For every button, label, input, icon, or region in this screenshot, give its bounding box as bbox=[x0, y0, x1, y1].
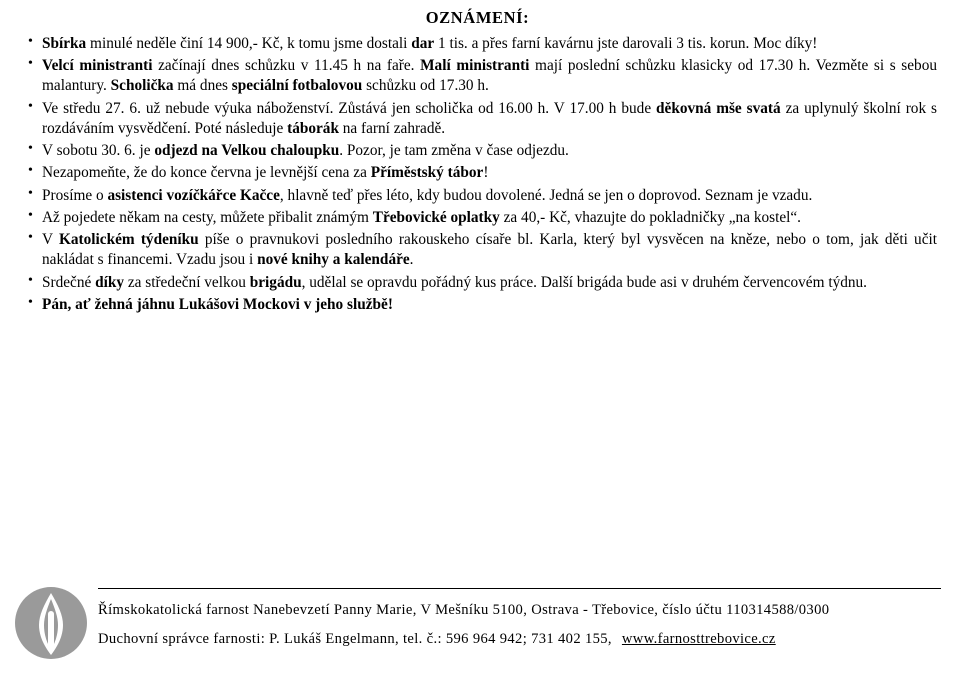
emphasis-text: Pán, ať žehná jáhnu Lukášovi Mockovi v jeho službě! bbox=[42, 296, 393, 313]
emphasis-text: Scholička bbox=[110, 77, 174, 95]
emphasis-text: Katolickém týdeníku bbox=[59, 231, 199, 249]
emphasis-text: speciální fotbalovou bbox=[231, 77, 363, 95]
body-text: Ve středu 27. 6. už nebude výuka náboženství. Zůstává jen scholička od 16.00 h. V 17.00 h bude bbox=[42, 99, 657, 117]
emphasis-text: Malí ministranti bbox=[420, 57, 530, 75]
body-text: Až pojedete někam na cesty, můžete přibalit známým bbox=[42, 209, 373, 226]
document-footer bbox=[0, 571, 955, 667]
body-text: V bbox=[42, 231, 59, 249]
list-item bbox=[28, 295, 937, 315]
body-text: začínají dnes schůzku v 11.45 h na faře. bbox=[152, 57, 421, 75]
emphasis-text: brigádu bbox=[249, 273, 302, 291]
list-item bbox=[28, 56, 937, 96]
body-text: za středeční velkou bbox=[124, 273, 250, 291]
parish-website-link[interactable]: www.farnosttrebovice.cz bbox=[621, 630, 776, 647]
list-item bbox=[28, 230, 937, 270]
emphasis-text: Sbírka bbox=[42, 35, 87, 52]
body-text: . bbox=[409, 251, 414, 269]
body-text: , hlavně teď přes léto, kdy budou dovolené. Jedná se jen o doprovod. Seznam je vzadu. bbox=[279, 186, 813, 204]
emphasis-text: díky bbox=[95, 273, 125, 291]
footer-text bbox=[98, 596, 945, 653]
footer-line-contact bbox=[98, 625, 945, 653]
body-text: minulé neděle činí 14 900,- Kč, k tomu jsme dostali bbox=[86, 35, 412, 52]
parish-logo-icon bbox=[14, 585, 88, 661]
footer-contact-text: Duchovní správce farnosti: P. Lukáš Engelmann, tel. č.: 596 964 942; 731 402 155, bbox=[98, 630, 612, 647]
list-item bbox=[28, 273, 937, 293]
body-text: za 40,- Kč, vhazujte do pokladničky „na kostel“. bbox=[499, 209, 801, 226]
list-item bbox=[28, 208, 937, 228]
emphasis-text: Velcí ministranti bbox=[42, 57, 153, 75]
body-text: Prosíme o bbox=[42, 186, 108, 204]
body-text: má dnes bbox=[173, 77, 232, 95]
emphasis-text: děkovná mše svatá bbox=[656, 99, 781, 117]
body-text: schůzku od 17.30 h. bbox=[362, 77, 489, 95]
emphasis-text: táborák bbox=[287, 119, 339, 137]
emphasis-text: dar bbox=[411, 35, 435, 52]
body-text: píše o pravnukovi posledního rakouskeho císaře bl. Karla, který byl vysvěcen na kněze, nebo o tom, jak děti učit nakládat s financemi. Vzadu jsou i bbox=[42, 231, 937, 269]
body-text: mají poslední schůzku klasicky od 17.30 h. Vezměte si s sebou malantury. bbox=[42, 57, 937, 95]
emphasis-text: asistenci vozíčkářce Kačce bbox=[107, 186, 280, 204]
body-text: V sobotu 30. 6. je bbox=[42, 141, 155, 159]
list-item bbox=[28, 163, 937, 183]
body-text: na farní zahradě. bbox=[338, 119, 446, 137]
list-item bbox=[28, 99, 937, 139]
body-text: , udělal se opravdu pořádný kus práce. Další brigáda bude asi v druhém červencovém týdnu. bbox=[301, 273, 867, 291]
announcement-list bbox=[0, 34, 955, 315]
list-item bbox=[28, 34, 937, 54]
emphasis-text: odjezd na Velkou chaloupku bbox=[154, 141, 340, 159]
page-title: OZNÁMENÍ: bbox=[425, 8, 530, 27]
body-text: . Pozor, je tam změna v čase odjezdu. bbox=[339, 141, 569, 159]
emphasis-text: Příměstský tábor bbox=[370, 164, 484, 182]
body-text: 1 tis. a přes farní kavárnu jste darovali 3 tis. korun. Moc díky! bbox=[434, 35, 818, 52]
footer-line-parish: Římskokatolická farnost Nanebevzetí Panny Marie, V Mešníku 5100, Ostrava - Třebovice, číslo účtu 110314588/0300 bbox=[98, 602, 830, 619]
body-text: Nezapomeňte, že do konce června je levnější cena za bbox=[42, 164, 371, 182]
list-item bbox=[28, 186, 937, 206]
body-text: za uplynulý školní rok s rozdáváním vysvědčení. Poté následuje bbox=[42, 99, 937, 137]
emphasis-text: Třebovické oplatky bbox=[372, 209, 500, 226]
body-text: Srdečné bbox=[42, 273, 96, 291]
emphasis-text: nové knihy a kalendáře bbox=[257, 251, 410, 269]
body-text: ! bbox=[483, 164, 489, 182]
footer-divider bbox=[98, 588, 941, 589]
list-item bbox=[28, 141, 937, 161]
